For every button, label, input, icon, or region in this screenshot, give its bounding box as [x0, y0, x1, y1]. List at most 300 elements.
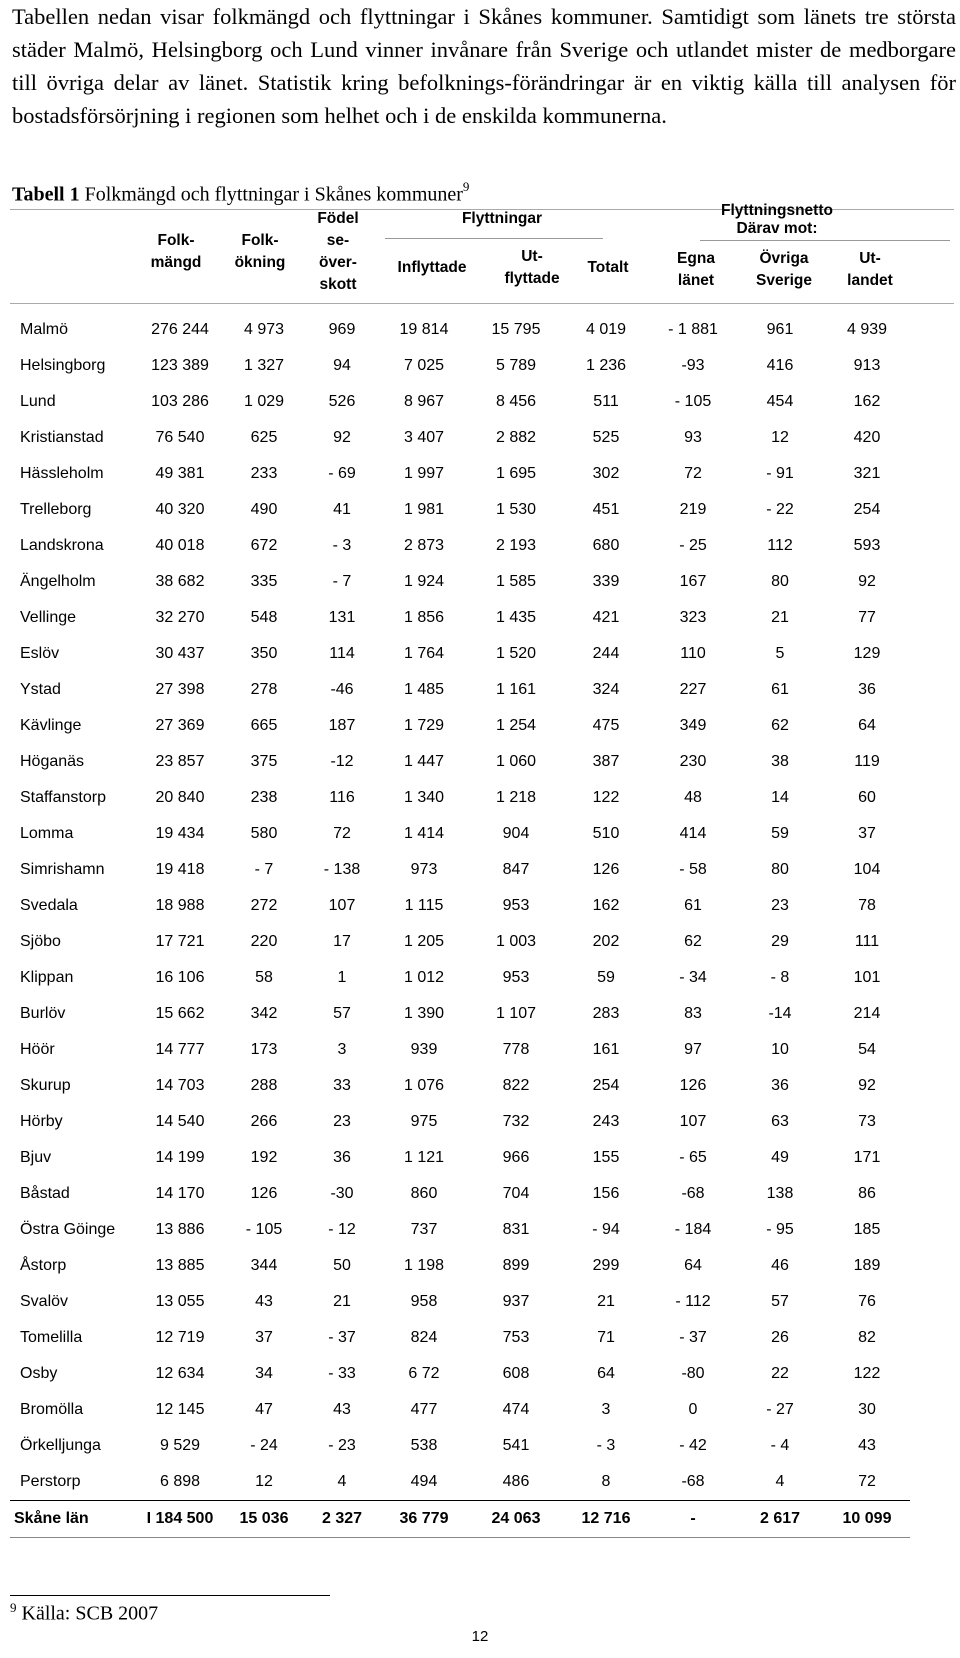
value-cell: 86 — [858, 1185, 876, 1202]
value-cell: 126 — [592, 861, 620, 878]
value-cell: 937 — [502, 1293, 530, 1310]
value-cell: 1 205 — [403, 933, 445, 950]
header-inflyttade: Inflyttade — [397, 259, 467, 276]
value-cell: 19 418 — [155, 861, 205, 878]
header-darav-mot: Därav mot: — [736, 220, 818, 237]
caption-label: Tabell 1 — [12, 183, 80, 206]
municipality-cell: Höör — [20, 1041, 55, 1058]
value-cell: 2 617 — [736, 1501, 824, 1538]
value-cell: - 105 — [245, 1221, 283, 1238]
footnote-rule — [10, 1595, 330, 1596]
value-cell: 48 — [684, 789, 702, 806]
value-cell: 4 939 — [846, 321, 888, 338]
value-cell: 162 — [592, 897, 620, 914]
value-cell: 975 — [410, 1113, 438, 1130]
value-cell: 189 — [853, 1257, 881, 1274]
value-cell: 525 — [592, 429, 620, 446]
value-cell: 1 161 — [495, 681, 537, 698]
value-cell: 111 — [854, 933, 880, 950]
value-cell: -14 — [768, 1005, 792, 1022]
value-cell: 704 — [502, 1185, 530, 1202]
header-utflyttade — [492, 246, 572, 290]
table-row — [10, 672, 910, 708]
value-cell: 71 — [597, 1329, 615, 1346]
value-cell: 37 — [858, 825, 876, 842]
value-cell: 122 — [592, 789, 620, 806]
value-cell: - 7 — [254, 861, 274, 878]
value-cell: 414 — [679, 825, 707, 842]
value-cell: 475 — [592, 717, 620, 734]
table-row — [10, 1140, 910, 1176]
value-cell: 375 — [250, 753, 278, 770]
value-cell: 17 721 — [155, 933, 205, 950]
value-cell: 126 — [250, 1185, 278, 1202]
value-cell: 36 — [771, 1077, 789, 1094]
value-cell: 161 — [592, 1041, 620, 1058]
value-cell: 1 218 — [495, 789, 537, 806]
value-cell: 5 789 — [495, 357, 537, 374]
value-cell: 8 967 — [403, 393, 445, 410]
table-row — [10, 1176, 910, 1212]
value-cell: 57 — [771, 1293, 789, 1310]
table-row — [10, 708, 910, 744]
value-cell: 103 286 — [151, 393, 209, 410]
value-cell: 511 — [593, 393, 619, 410]
value-cell: 21 — [333, 1293, 351, 1310]
municipality-cell: Hörby — [20, 1113, 63, 1130]
value-cell: 14 703 — [155, 1077, 205, 1094]
municipality-cell: Kristianstad — [20, 429, 104, 446]
value-cell: 72 — [333, 825, 351, 842]
value-cell: 254 — [853, 501, 881, 518]
table-row — [10, 1392, 910, 1428]
footnote — [10, 1600, 158, 1626]
municipality-cell: Ystad — [20, 681, 61, 698]
value-cell: 15 662 — [155, 1005, 205, 1022]
value-cell: 243 — [592, 1113, 620, 1130]
value-cell: - 27 — [766, 1401, 794, 1418]
value-cell: 608 — [502, 1365, 530, 1382]
value-cell: 23 857 — [155, 753, 205, 770]
value-cell: 2 873 — [403, 537, 445, 554]
value-cell: 1 585 — [495, 573, 537, 590]
value-cell: 32 270 — [155, 609, 205, 626]
value-cell: 93 — [684, 429, 702, 446]
value-cell: 15 036 — [222, 1501, 306, 1538]
value-cell: 94 — [333, 357, 351, 374]
value-cell: 2 327 — [306, 1501, 378, 1538]
value-cell: 41 — [333, 501, 351, 518]
value-cell: 4 973 — [243, 321, 285, 338]
value-cell: 36 779 — [378, 1501, 470, 1538]
value-cell: - 65 — [679, 1149, 707, 1166]
municipality-cell: Trelleborg — [20, 501, 92, 518]
header-fodelse-line2: se- — [326, 232, 350, 249]
value-cell: 904 — [502, 825, 530, 842]
value-cell: 119 — [854, 753, 880, 770]
value-cell: 973 — [410, 861, 438, 878]
value-cell: 92 — [858, 573, 876, 590]
value-cell: 10 099 — [824, 1501, 910, 1538]
value-cell: 4 — [775, 1473, 785, 1490]
value-cell: 6 898 — [159, 1473, 201, 1490]
municipality-cell: Bromölla — [20, 1401, 84, 1418]
value-cell: 1 520 — [495, 645, 537, 662]
value-cell: 1 003 — [495, 933, 537, 950]
table-row — [10, 1320, 910, 1356]
value-cell: - 12 — [328, 1221, 356, 1238]
value-cell: -46 — [330, 681, 354, 698]
municipality-cell: Svedala — [20, 897, 78, 914]
municipality-cell: Perstorp — [20, 1473, 81, 1490]
value-cell: 78 — [858, 897, 876, 914]
header-fodelse-line3: över- — [319, 254, 357, 271]
value-cell: 665 — [250, 717, 278, 734]
value-cell: 220 — [250, 933, 278, 950]
header-folkokning-line1: Folk- — [241, 232, 279, 249]
footnote-number: 9 — [10, 1600, 17, 1615]
value-cell: 899 — [502, 1257, 530, 1274]
value-cell: 14 540 — [155, 1113, 205, 1130]
value-cell: 49 381 — [155, 465, 205, 482]
value-cell: 19 814 — [399, 321, 449, 338]
value-cell: 272 — [250, 897, 278, 914]
value-cell: -68 — [681, 1185, 705, 1202]
value-cell: 1 107 — [495, 1005, 537, 1022]
value-cell: -12 — [330, 753, 354, 770]
header-ovriga-line1: Övriga — [759, 250, 809, 267]
header-egna-line1: Egna — [677, 250, 715, 267]
value-cell: 953 — [502, 969, 530, 986]
value-cell: 12 719 — [155, 1329, 205, 1346]
municipality-cell: Skåne län — [10, 1501, 138, 1538]
value-cell: 107 — [328, 897, 356, 914]
value-cell: 64 — [858, 717, 876, 734]
total-row — [10, 1501, 910, 1538]
value-cell: 116 — [329, 789, 355, 806]
population-table — [10, 312, 910, 1538]
value-cell: 339 — [592, 573, 620, 590]
value-cell: 167 — [679, 573, 707, 590]
header-ovriga-line2: Sverige — [755, 272, 812, 289]
table-row — [10, 564, 910, 600]
caption-text: Folkmängd och flyttningar i Skånes kommuner — [84, 183, 463, 206]
value-cell: 114 — [329, 645, 355, 662]
value-cell: 126 — [679, 1077, 707, 1094]
value-cell: 1 012 — [403, 969, 445, 986]
municipality-cell: Lomma — [20, 825, 74, 842]
value-cell: 1 435 — [495, 609, 537, 626]
table-row — [10, 744, 910, 780]
value-cell: 10 — [771, 1041, 789, 1058]
value-cell: - 138 — [323, 861, 361, 878]
value-cell: 961 — [766, 321, 794, 338]
value-cell: - 58 — [679, 861, 707, 878]
value-cell: 276 244 — [151, 321, 209, 338]
value-cell: 1 115 — [404, 897, 444, 914]
table-caption — [12, 181, 469, 207]
value-cell: 737 — [410, 1221, 438, 1238]
value-cell: 335 — [250, 573, 278, 590]
value-cell: 0 — [688, 1401, 698, 1418]
value-cell: 36 — [333, 1149, 351, 1166]
value-cell: 822 — [502, 1077, 530, 1094]
value-cell: 778 — [502, 1041, 530, 1058]
value-cell: - 91 — [766, 465, 794, 482]
header-totalt: Totalt — [587, 259, 629, 276]
value-cell: 50 — [333, 1257, 351, 1274]
value-cell: 510 — [592, 825, 620, 842]
value-cell: 302 — [592, 465, 620, 482]
value-cell: 230 — [679, 753, 707, 770]
value-cell: 969 — [328, 321, 356, 338]
value-cell: 192 — [250, 1149, 278, 1166]
value-cell: 12 — [255, 1473, 273, 1490]
value-cell: 73 — [858, 1113, 876, 1130]
value-cell: - 4 — [770, 1437, 790, 1454]
value-cell: 1 060 — [495, 753, 537, 770]
value-cell: 26 — [771, 1329, 789, 1346]
value-cell: - 184 — [674, 1221, 712, 1238]
value-cell: 156 — [592, 1185, 620, 1202]
value-cell: -30 — [330, 1185, 354, 1202]
value-cell: 219 — [679, 501, 707, 518]
municipality-cell: Vellinge — [20, 609, 77, 626]
value-cell: 1 729 — [403, 717, 445, 734]
value-cell: 421 — [592, 609, 620, 626]
municipality-cell: Åstorp — [20, 1257, 67, 1274]
table-row — [10, 600, 910, 636]
municipality-cell: Malmö — [20, 321, 69, 338]
header-utlandet — [830, 248, 910, 292]
value-cell: 1 — [337, 969, 347, 986]
value-cell: - 33 — [328, 1365, 356, 1382]
value-cell: 966 — [502, 1149, 530, 1166]
value-cell: 323 — [679, 609, 707, 626]
value-cell: 72 — [684, 465, 702, 482]
value-cell: 57 — [333, 1005, 351, 1022]
table-row — [10, 348, 910, 384]
value-cell: 344 — [250, 1257, 278, 1274]
value-cell: 1 695 — [495, 465, 537, 482]
value-cell: 254 — [592, 1077, 620, 1094]
value-cell: 1 029 — [243, 393, 285, 410]
value-cell: - 37 — [679, 1329, 707, 1346]
page-number: 12 — [471, 1628, 489, 1645]
value-cell: 131 — [328, 609, 356, 626]
value-cell: 283 — [592, 1005, 620, 1022]
table-row — [10, 312, 910, 348]
value-cell: 227 — [679, 681, 707, 698]
table-row — [10, 888, 910, 924]
value-cell: 1 447 — [403, 753, 445, 770]
value-cell: 6 72 — [408, 1365, 440, 1382]
table-row — [10, 1248, 910, 1284]
value-cell: 1 121 — [403, 1149, 445, 1166]
value-cell: 288 — [250, 1077, 278, 1094]
value-cell: 60 — [858, 789, 876, 806]
table-row — [10, 420, 910, 456]
flyttningar-group-rule — [385, 238, 603, 239]
value-cell: 14 199 — [155, 1149, 205, 1166]
intro-paragraph: Tabellen nedan visar folkmängd och flyttningar i Skånes kommuner. Samtidigt som länets tre största städer Malmö, Helsingborg och Lund vinner invånare från Sverige och utlandet mister de medborgare till övriga delar av länet. Statistik kring befolknings-förändringar är en viktig källa till analysen för bostadsförsörjning i regionen som helhet och i de enskilda kommunerna. — [12, 4, 956, 128]
header-fodelse-line4: skott — [319, 276, 357, 293]
value-cell: 1 856 — [403, 609, 445, 626]
value-cell: -80 — [681, 1365, 705, 1382]
value-cell: - 3 — [596, 1437, 616, 1454]
value-cell: 593 — [853, 537, 881, 554]
value-cell: 17 — [333, 933, 351, 950]
value-cell: 202 — [592, 933, 620, 950]
value-cell: 171 — [853, 1149, 881, 1166]
value-cell: 1 254 — [495, 717, 537, 734]
value-cell: 83 — [684, 1005, 702, 1022]
value-cell: 1 076 — [403, 1077, 445, 1094]
value-cell: 64 — [597, 1365, 615, 1382]
value-cell: 5 — [775, 645, 785, 662]
value-cell: 38 — [771, 753, 789, 770]
table-row — [10, 816, 910, 852]
value-cell: 92 — [858, 1077, 876, 1094]
value-cell: 538 — [410, 1437, 438, 1454]
value-cell: - 25 — [679, 537, 707, 554]
value-cell: 831 — [502, 1221, 530, 1238]
value-cell: 14 170 — [155, 1185, 205, 1202]
municipality-cell: Simrishamn — [20, 861, 105, 878]
value-cell: 64 — [684, 1257, 702, 1274]
value-cell: 1 198 — [403, 1257, 445, 1274]
header-folkokning — [224, 230, 296, 274]
table-row — [10, 960, 910, 996]
header-flyttningsnetto-group: Flyttningsnetto — [721, 202, 833, 219]
value-cell: - 105 — [674, 393, 712, 410]
municipality-cell: Landskrona — [20, 537, 104, 554]
header-egna-lanet — [654, 248, 738, 292]
value-cell: 101 — [853, 969, 881, 986]
value-cell: 24 063 — [470, 1501, 562, 1538]
value-cell: 129 — [853, 645, 881, 662]
value-cell: 92 — [333, 429, 351, 446]
municipality-cell: Tomelilla — [20, 1329, 83, 1346]
value-cell: 104 — [853, 861, 881, 878]
value-cell: 860 — [410, 1185, 438, 1202]
table-row — [10, 780, 910, 816]
value-cell: 63 — [771, 1113, 789, 1130]
table-row — [10, 1032, 910, 1068]
value-cell: 34 — [255, 1365, 273, 1382]
header-folkokning-line2: ökning — [234, 254, 286, 271]
header-fodelse-line1: Födel — [317, 210, 359, 227]
value-cell: 43 — [858, 1437, 876, 1454]
value-cell: 7 025 — [403, 357, 445, 374]
value-cell: 2 882 — [495, 429, 537, 446]
municipality-cell: Höganäs — [20, 753, 85, 770]
municipality-cell: Sjöbo — [20, 933, 61, 950]
header-utlandet-line1: Ut- — [859, 250, 881, 267]
value-cell: 27 369 — [155, 717, 205, 734]
value-cell: - 3 — [332, 537, 352, 554]
value-cell: 43 — [255, 1293, 273, 1310]
value-cell: 46 — [771, 1257, 789, 1274]
value-cell: 451 — [592, 501, 620, 518]
value-cell: 233 — [250, 465, 278, 482]
value-cell: 454 — [766, 393, 794, 410]
municipality-cell: Svalöv — [20, 1293, 69, 1310]
municipality-cell: Helsingborg — [20, 357, 106, 374]
value-cell: - — [650, 1501, 736, 1538]
value-cell: 847 — [502, 861, 530, 878]
header-flyttningar-group: Flyttningar — [461, 210, 543, 227]
value-cell: 12 716 — [562, 1501, 650, 1538]
value-cell: 474 — [502, 1401, 530, 1418]
value-cell: 40 320 — [155, 501, 205, 518]
value-cell: 47 — [255, 1401, 273, 1418]
value-cell: 13 886 — [155, 1221, 205, 1238]
value-cell: 580 — [250, 825, 278, 842]
value-cell: 76 540 — [155, 429, 205, 446]
value-cell: - 34 — [679, 969, 707, 986]
value-cell: 61 — [771, 681, 789, 698]
table-row — [10, 636, 910, 672]
value-cell: 138 — [766, 1185, 794, 1202]
table-row — [10, 456, 910, 492]
municipality-cell: Båstad — [20, 1185, 70, 1202]
value-cell: 61 — [684, 897, 702, 914]
value-cell: 40 018 — [155, 537, 205, 554]
header-folkmangd-line1: Folk- — [157, 232, 195, 249]
value-cell: 37 — [255, 1329, 273, 1346]
value-cell: 14 — [771, 789, 789, 806]
table-row — [10, 384, 910, 420]
value-cell: 82 — [858, 1329, 876, 1346]
value-cell: 21 — [597, 1293, 615, 1310]
value-cell: 8 456 — [495, 393, 537, 410]
value-cell: 12 — [771, 429, 789, 446]
value-cell: 173 — [250, 1041, 278, 1058]
header-bottom-rule — [10, 303, 954, 304]
table-row — [10, 996, 910, 1032]
value-cell: 1 485 — [403, 681, 445, 698]
value-cell: - 7 — [332, 573, 352, 590]
municipality-cell: Klippan — [20, 969, 74, 986]
value-cell: 1 924 — [403, 573, 445, 590]
municipality-cell: Skurup — [20, 1077, 71, 1094]
value-cell: 3 — [337, 1041, 347, 1058]
value-cell: - 112 — [675, 1293, 711, 1310]
municipality-cell: Örkelljunga — [20, 1437, 101, 1454]
header-utlandet-line2: landet — [847, 272, 893, 289]
value-cell: 278 — [250, 681, 278, 698]
value-cell: 4 — [337, 1473, 347, 1490]
value-cell: 30 437 — [155, 645, 205, 662]
value-cell: 526 — [328, 393, 356, 410]
value-cell: 97 — [684, 1041, 702, 1058]
value-cell: 54 — [858, 1041, 876, 1058]
value-cell: 416 — [766, 357, 794, 374]
value-cell: 1 530 — [495, 501, 537, 518]
value-cell: 38 682 — [155, 573, 205, 590]
value-cell: 23 — [333, 1113, 351, 1130]
value-cell: 342 — [250, 1005, 278, 1022]
value-cell: 22 — [771, 1365, 789, 1382]
value-cell: - 24 — [250, 1437, 278, 1454]
value-cell: 58 — [255, 969, 273, 986]
value-cell: 110 — [680, 645, 706, 662]
value-cell: 1 236 — [585, 357, 627, 374]
value-cell: 80 — [771, 861, 789, 878]
value-cell: 77 — [858, 609, 876, 626]
municipality-cell: Bjuv — [20, 1149, 52, 1166]
